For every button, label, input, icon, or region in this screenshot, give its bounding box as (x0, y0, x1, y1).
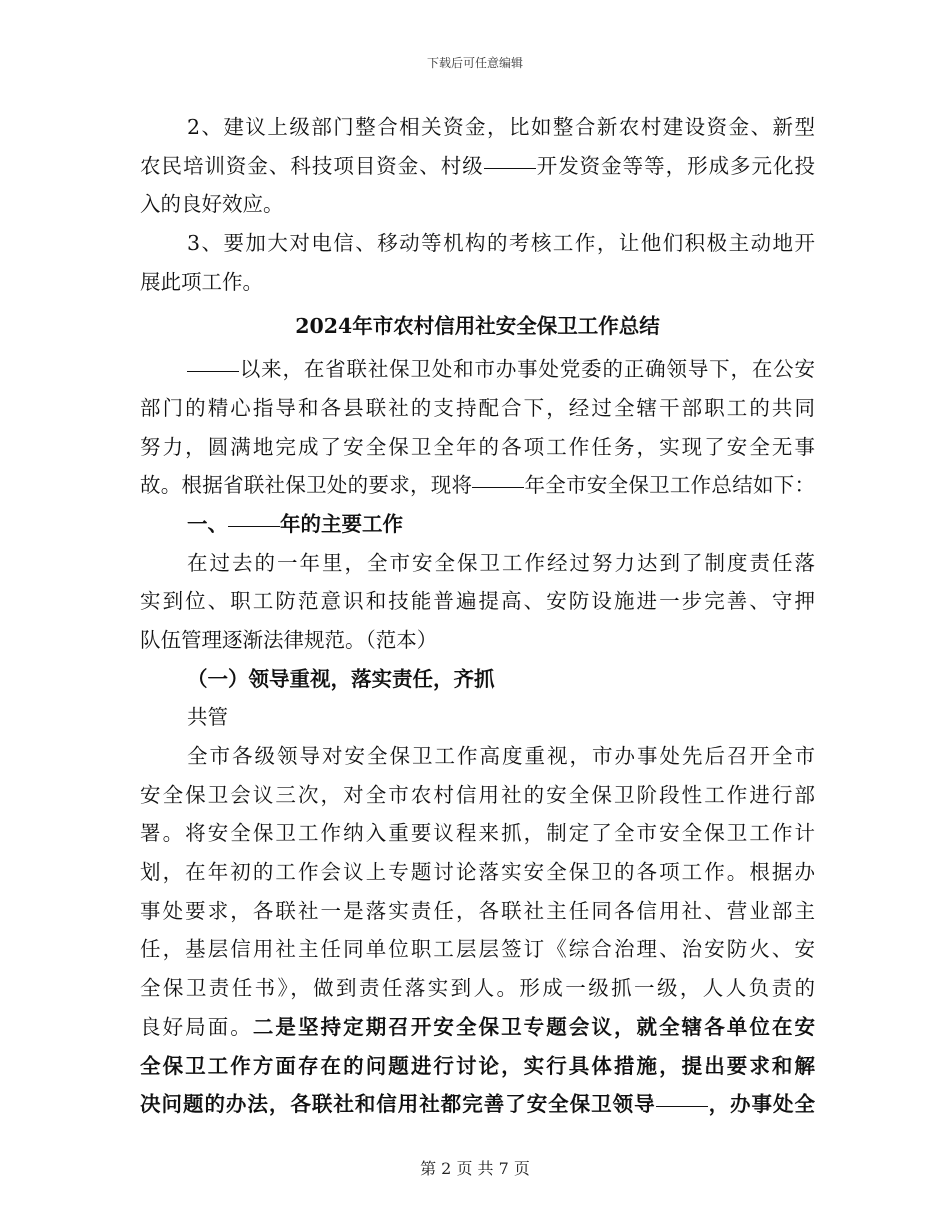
heading-text: 年的主要工作 (280, 511, 403, 536)
paragraph-line (140, 1008, 815, 1047)
paragraph-line: 2、建议上级部门整合相关资金，比如整合新农村建设资金、新型 (187, 115, 815, 139)
text-fragment: 开发资金等等，形成多元化投 (535, 153, 816, 178)
paragraph-line: 事处要求，各联社一是落实责任，各联社主任同各信用社、营业部主 (140, 898, 815, 923)
paragraph-line: 安全保卫会议三次，对全市农村信用社的安全保卫阶段性工作进行部 (140, 782, 815, 807)
fill-blank (472, 486, 524, 488)
paragraph-line: 队伍管理逐渐法律规范。（范本） (140, 627, 438, 652)
text-fragment: 良好局面。 (140, 1014, 253, 1039)
paragraph-line: 全保卫责任书》，做到责任落实到人。形成一级抓一级，人人负责的 (140, 976, 815, 1001)
paragraph-line: 入的良好效应。 (140, 192, 284, 217)
document-title: 2024年市农村信用社安全保卫工作总结 (295, 314, 660, 339)
paragraph-line: 展此项工作。 (140, 269, 263, 294)
paragraph-line: 署。将安全保卫工作纳入重要议程来抓，制定了全市安全保卫工作计 (140, 821, 815, 846)
paragraph-line: 全保卫工作方面存在的问题进行讨论，实行具体措施，提出要求和解 (140, 1053, 815, 1078)
paragraph-line: 在过去的一年里，全市安全保卫工作经过努力达到了制度责任落 (187, 550, 815, 575)
fill-blank (228, 525, 280, 527)
paragraph-line: 3、要加大对电信、移动等机构的考核工作，让他们积极主动地开 (187, 231, 815, 256)
paragraph-line: 全市各级领导对安全保卫工作高度重视，市办事处先后召开全市 (187, 744, 815, 768)
paragraph-line (140, 350, 815, 389)
paragraph-line (140, 1085, 815, 1124)
paragraph-line: 划，在年初的工作会议上专题讨论落实安全保卫的各项工作。根据办 (140, 860, 815, 885)
text-fragment: 年全市安全保卫工作总结如下： (524, 473, 815, 498)
text-fragment: 以来，在省联社保卫处和市办事处党委的正确领导下，在公安 (239, 357, 815, 382)
subsection-heading-continuation: 共管 (187, 705, 228, 730)
bold-text-fragment: 二是坚持定期召开安全保卫专题会议，就全辖各单位在安 (252, 1014, 816, 1039)
paragraph-line (140, 147, 815, 186)
page-header-note: 下载后可任意编辑 (426, 56, 523, 70)
text-fragment: 农民培训资金、科技项目资金、村级 (140, 153, 484, 178)
paragraph-line: 实到位、职工防范意识和技能普遍提高、安防设施进一步完善、守押 (140, 589, 815, 614)
paragraph-line: 努力，圆满地完成了安全保卫全年的各项工作任务，实现了安全无事 (140, 434, 815, 459)
paragraph-line (140, 466, 815, 505)
paragraph-line: 部门的精心指导和各县联社的支持配合下，经过全辖干部职工的共同 (140, 395, 815, 420)
fill-blank (656, 1105, 708, 1107)
heading-number: 一、 (187, 511, 228, 536)
document-body (140, 108, 815, 1124)
fill-blank (484, 167, 536, 169)
paragraph-line: 任，基层信用社主任同单位职工层层签订《综合治理、治安防火、安 (140, 937, 815, 962)
page-footer: 第 2 页 共 7 页 (420, 1159, 530, 1178)
subsection-heading: （一）领导重视，落实责任，齐抓 (187, 666, 495, 691)
text-fragment: 故。根据省联社保卫处的要求，现将 (140, 473, 473, 498)
text-fragment: 决问题的办法，各联社和信用社都完善了安全保卫领导 (140, 1092, 656, 1117)
text-fragment: ，办事处全 (707, 1092, 816, 1117)
section-heading (140, 505, 815, 544)
fill-blank (187, 370, 239, 372)
